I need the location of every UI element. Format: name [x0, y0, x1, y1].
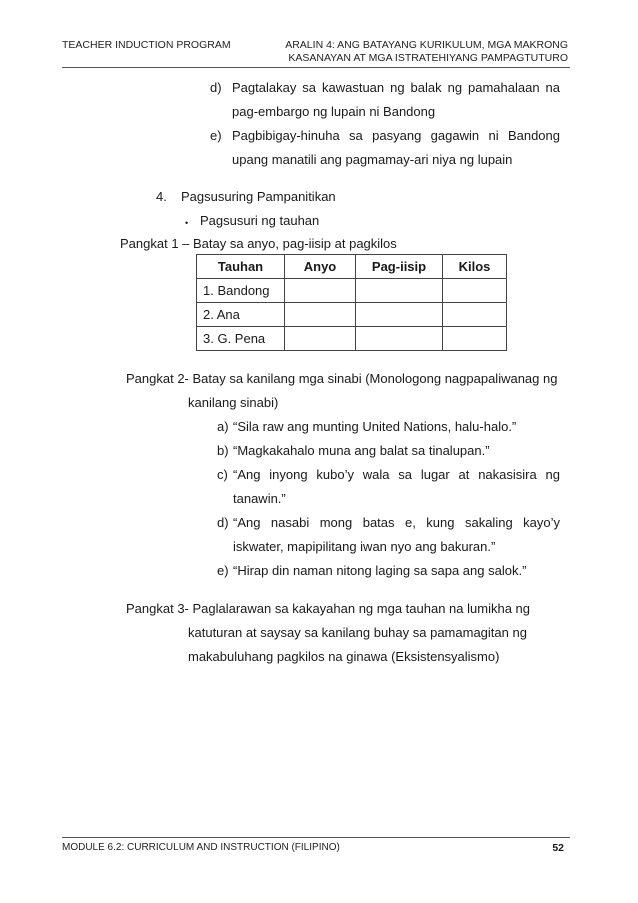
quote-e-label: e) [217, 563, 229, 578]
table-header-tauhan: Tauhan [197, 255, 285, 279]
item-e-label: e) [210, 128, 222, 143]
quote-d-line2: iskwater, mapipilitang iwan nyo ang bakuran.” [233, 539, 496, 554]
item-d-line2: pag-embargo ng lupain ni Bandong [232, 104, 436, 119]
quote-c-label: c) [217, 467, 228, 482]
table-cell-tauhan: 3. G. Pena [197, 327, 285, 351]
table-header-row [197, 255, 507, 279]
item-d-label: d) [210, 80, 222, 95]
quote-a-text: “Sila raw ang munting United Nations, halu-halo.” [233, 419, 517, 434]
header-right-line1: ARALIN 4: ANG BATAYANG KURIKULUM, MGA MAKRONG [285, 39, 568, 51]
section4-title: Pagsusuring Pampanitikan [181, 189, 336, 204]
table-row [197, 303, 507, 327]
quote-e-text: “Hirap din naman nitong laging sa sapa ang salok.” [233, 563, 527, 578]
bullet-icon: • [185, 218, 189, 228]
pangkat3-line3: makabuluhang pagkilos na ginawa (Eksistensyalismo) [188, 649, 500, 664]
table-cell-empty [285, 327, 356, 351]
header-rule [62, 67, 570, 68]
table-row [197, 279, 507, 303]
section4-bullet-text: Pagsusuri ng tauhan [200, 213, 320, 228]
table-row [197, 327, 507, 351]
pangkat1-title: Pangkat 1 – Batay sa anyo, pag-iisip at pagkilos [120, 236, 397, 251]
table-cell-tauhan: 2. Ana [197, 303, 285, 327]
quote-b-text: “Magkakahalo muna ang balat sa tinalupan.” [233, 443, 490, 458]
table-cell-empty [443, 303, 507, 327]
item-e-line1: Pagbibigay-hinuha sa pasyang gagawin ni Bandong [232, 128, 560, 143]
page-number: 52 [552, 842, 564, 854]
quote-c-line1: “Ang inyong kubo’y wala sa lugar at nakasisira ng [233, 467, 560, 482]
table-header-kilos: Kilos [443, 255, 507, 279]
footer-rule [62, 837, 570, 838]
table-cell-empty [356, 279, 443, 303]
table-cell-empty [443, 279, 507, 303]
pangkat3-line2: katuturan at saysay sa kanilang buhay sa pamamagitan ng [188, 625, 527, 640]
tauhan-table [196, 254, 507, 351]
footer-module: MODULE 6.2: CURRICULUM AND INSTRUCTION (FILIPINO) [62, 842, 340, 853]
table-cell-empty [285, 303, 356, 327]
quote-d-label: d) [217, 515, 229, 530]
table-cell-empty [443, 327, 507, 351]
pangkat3-line1: Pangkat 3- Paglalarawan sa kakayahan ng mga tauhan na lumikha ng [126, 601, 530, 616]
quote-b-label: b) [217, 443, 229, 458]
table-cell-empty [356, 327, 443, 351]
table-cell-tauhan: 1. Bandong [197, 279, 285, 303]
table-header-pag-iisip: Pag-iisip [356, 255, 443, 279]
pangkat2-line2: kanilang sinabi) [188, 395, 279, 410]
table-header-anyo: Anyo [285, 255, 356, 279]
item-e-line2: upang manatili ang pagmamay-ari niya ng lupain [232, 152, 513, 167]
pangkat2-line1: Pangkat 2- Batay sa kanilang mga sinabi (Monologong nagpapaliwanag ng [126, 371, 558, 386]
quote-d-line1: “Ang nasabi mong batas e, kung sakaling kayo’y [233, 515, 560, 530]
table-cell-empty [356, 303, 443, 327]
quote-a-label: a) [217, 419, 229, 434]
table-cell-empty [285, 279, 356, 303]
item-d-line1: Pagtalakay sa kawastuan ng balak ng pamahalaan na [232, 80, 560, 95]
quote-c-line2: tanawin.” [233, 491, 286, 506]
section4-number: 4. [156, 189, 167, 204]
header-right-line2: KASANAYAN AT MGA ISTRATEHIYANG PAMPAGTUTURO [288, 52, 568, 64]
header-left: TEACHER INDUCTION PROGRAM [62, 39, 231, 51]
